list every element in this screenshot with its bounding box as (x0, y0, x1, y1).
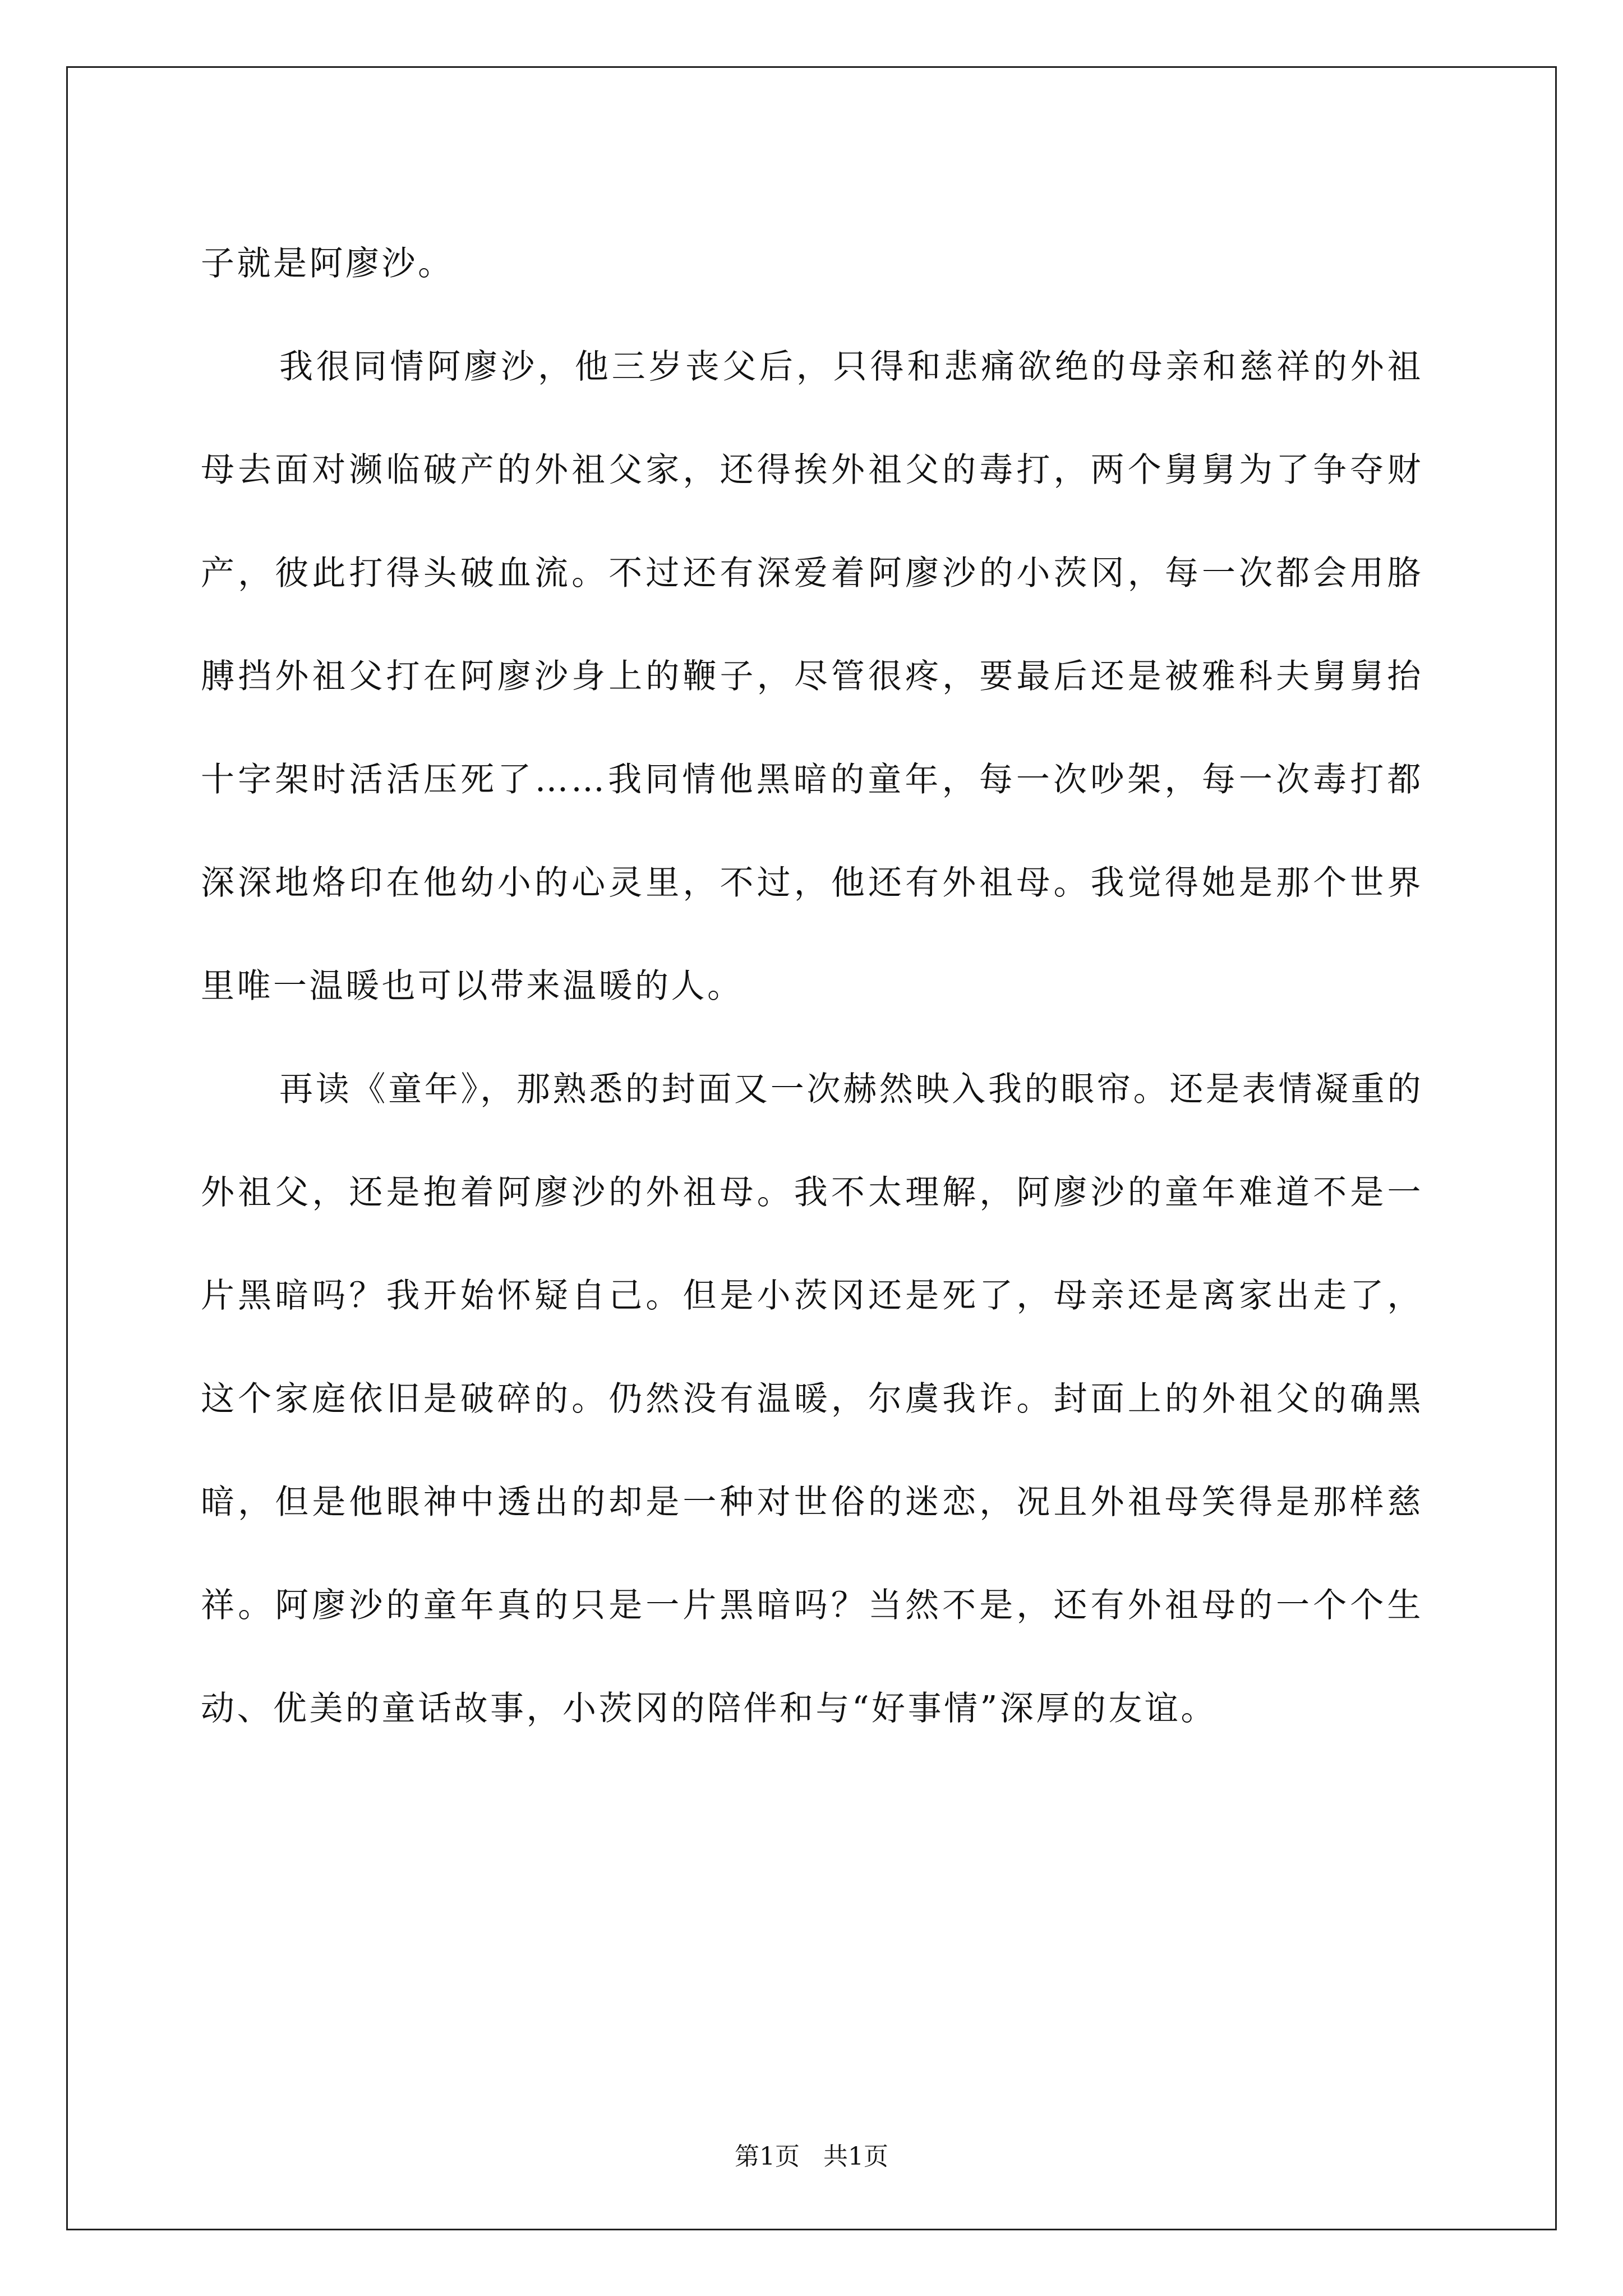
page-footer (0, 2140, 1623, 2174)
paragraph: 我很同情阿廖沙，他三岁丧父后，只得和悲痛欲绝的母亲和慈祥的外祖母去面对濒临破产的外祖父家，还得挨外祖父的毒打，两个舅舅为了争夺财产，彼此打得头破血流。不过还有深爱着阿廖沙的小茨冈，每一次都会用胳膊挡外祖父打在阿廖沙身上的鞭子，尽管很疼，要最后还是被雅科夫舅舅抬十字架时活活压死了……我同情他黑暗的童年，每一次吵架，每一次毒打都深深地烙印在他幼小的心灵里，不过，他还有外祖母。我觉得她是那个世界里唯一温暖也可以带来温暖的人。 (201, 347, 1423, 1006)
document-body (201, 212, 1423, 1760)
paragraph: 子就是阿廖沙。 (201, 244, 454, 283)
paragraph: 再读《童年》，那熟悉的封面又一次赫然映入我的眼帘。还是表情凝重的外祖父，还是抱着阿廖沙的外祖母。我不太理解，阿廖沙的童年难道不是一片黑暗吗？我开始怀疑自己。但是小茨冈还是死了，母亲还是离家出走了，这个家庭依旧是破碎的。仍然没有温暖，尔虞我诈。封面上的外祖父的确黑暗，但是他眼神中透出的却是一种对世俗的迷恋，况且外祖母笑得是那样慈祥。阿廖沙的童年真的只是一片黑暗吗？当然不是，还有外祖母的一个个生动、优美的童话故事，小茨冈的陪伴和与“好事情”深厚的友谊。 (201, 1070, 1423, 1728)
page-number: 第1页 (735, 2142, 800, 2171)
page-total: 共1页 (823, 2142, 888, 2171)
